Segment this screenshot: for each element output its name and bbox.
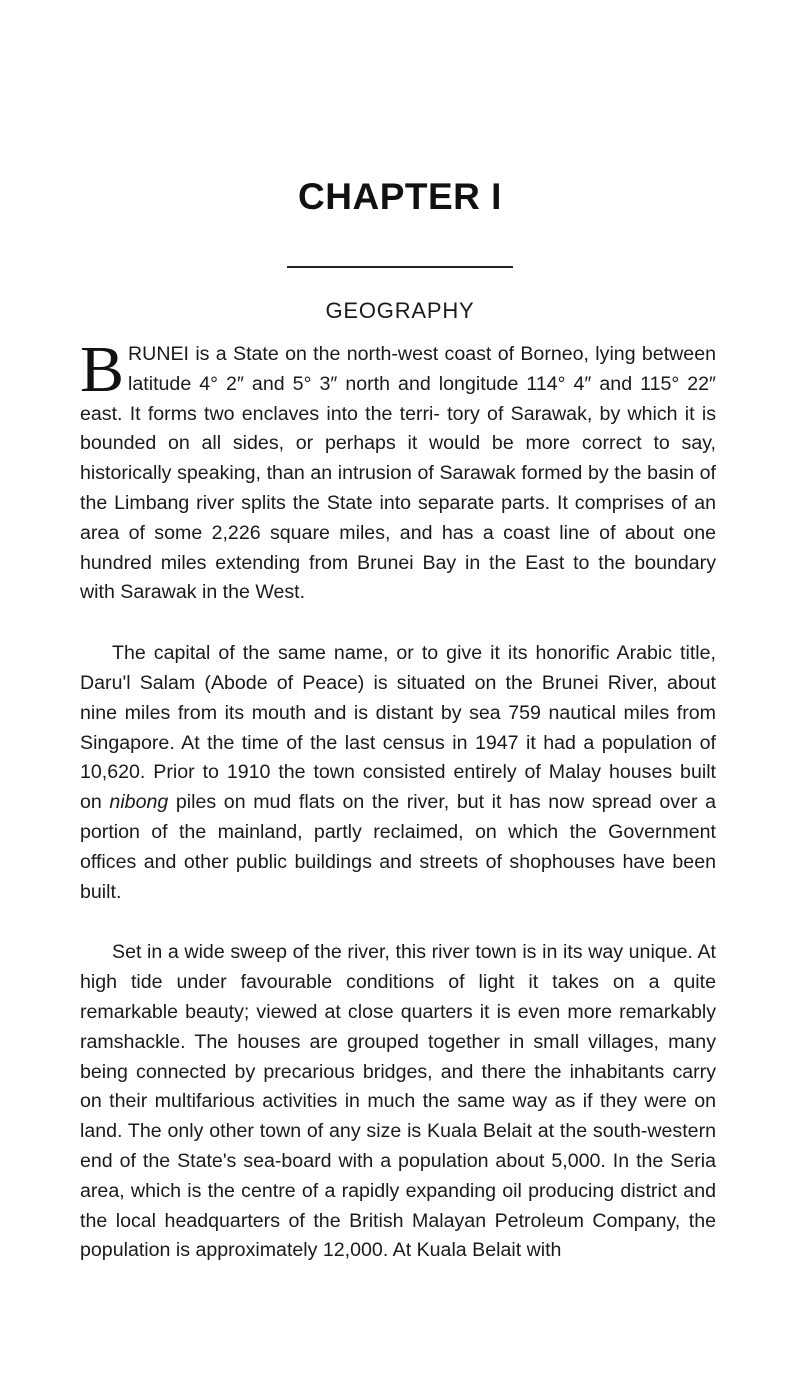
chapter-title: CHAPTER I [298,176,502,217]
paragraph-1 [80,333,716,608]
paragraph-2 [80,639,716,907]
paragraph-3-text: Set in a wide sweep of the river, this river town is in its way unique. At high tide under favourable conditions of light it takes on a quite remarkable beauty; viewed at close quarters it is even more remarkably ramshackle. The houses are grouped together in small villages, many being connected by precarious bridges, and there the inhabitants carry on their multifarious activities in much the same way as if they were on land. The only other town of any size is Kuala Belait at the south-western end of the State's sea-board with a population about 5,000. In the Seria area, which is the centre of a rapidly expanding oil producing district and the local headquarters of the British Malayan Petroleum Company, the population is approximately 12,000. At Kuala Belait with [80,941,716,1262]
paragraph-3 [80,938,716,1266]
section-title: GEOGRAPHY [325,298,475,323]
paragraph-1-text: RUNEI is a State on the north-west coast of Borneo, lying between latitude 4° 2″ and 5° 3″ north and longitude 114° 4″ and 115° 22″ east. It forms two enclaves into the terri- tory of Sarawak, by which it is bounded on all sides, or perhaps it would be more correct to say, historically speaking, than an intrusion of Sarawak formed by the basin of the Limbang river splits the State into separate parts. It comprises of an area of some 2,226 square miles, and has a coast line of about one hundred miles extending from Brunei Bay in the East to the boundary with Sarawak in the West. [80,343,716,604]
body-text [80,333,716,1266]
paragraph-2-text-before: The capital of the same name, or to give it its honorific Arabic title, Daru'l Salam (Abode of Peace) is situated on the Brunei River, about nine miles from its mouth and is distant by sea 759 nautical miles from Singapore. At the time of the last census in 1947 it had a population of 10,620. Prior to 1910 the town consisted entirely of Malay houses built on [80,642,716,814]
drop-cap: B [80,333,125,406]
title-rule [287,266,513,268]
paragraph-2-italic-term: nibong [109,791,169,814]
paragraph-2-text-after: piles on mud flats on the river, but it has now spread over a portion of the mainland, partly reclaimed, on which the Government offices and other public buildings and streets of shophouses have been built. [80,791,716,903]
